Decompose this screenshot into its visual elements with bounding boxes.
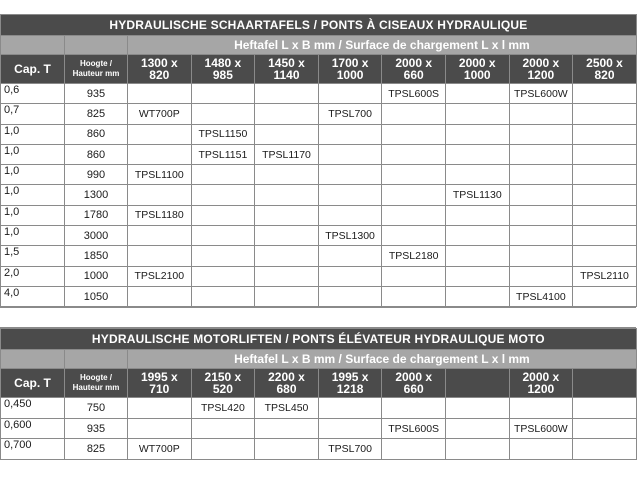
model-cell: [128, 185, 192, 205]
table-row: [1, 185, 637, 205]
model-cell: [318, 165, 382, 185]
height-header-line1: Hoogte /: [80, 59, 112, 68]
dimension-length: 1450 x: [268, 56, 305, 70]
model-cell: [509, 205, 573, 225]
dimension-column-header: [318, 369, 382, 398]
model-cell: [255, 418, 319, 439]
model-cell: [191, 185, 255, 205]
model-cell: [318, 398, 382, 419]
model-cell: [509, 266, 573, 286]
model-cell: [128, 226, 192, 246]
dimension-column-header: [191, 55, 255, 84]
model-cell: [445, 246, 509, 266]
dimension-length: 1480 x: [204, 56, 242, 70]
model-cell: [573, 226, 637, 246]
dimension-width: 820: [149, 68, 170, 82]
capacity-cell: 0,7: [1, 104, 65, 124]
dimension-width: 1200: [527, 68, 555, 82]
model-cell: [573, 205, 637, 225]
model-cell: [191, 439, 255, 460]
dimension-width: 1000: [336, 68, 364, 82]
dimension-length: 1700 x: [331, 56, 369, 70]
model-cell: [255, 84, 319, 104]
section-title: HYDRAULISCHE MOTORLIFTEN / PONTS ÉLÉVATEUR HYDRAULIQUE MOTO: [1, 329, 637, 350]
dimension-column-header: [255, 369, 319, 398]
model-cell: [318, 246, 382, 266]
dimension-length: 1300 x: [140, 56, 178, 70]
model-cell: [128, 418, 192, 439]
height-cell: 1300: [65, 185, 128, 205]
model-cell: [255, 165, 319, 185]
capacity-cell: 0,600: [1, 418, 65, 439]
model-cell: TPSL700: [318, 104, 382, 124]
model-cell: [382, 266, 446, 286]
height-cell: 935: [65, 84, 128, 104]
model-cell: [509, 144, 573, 164]
model-cell: TPSL700: [318, 439, 382, 460]
model-cell: [445, 84, 509, 104]
dimension-column-header: [128, 55, 192, 84]
table-row: [1, 104, 637, 124]
model-cell: [445, 165, 509, 185]
model-cell: [191, 226, 255, 246]
height-header: [65, 55, 128, 84]
height-cell: 825: [65, 439, 128, 460]
model-cell: TPSL1150: [191, 124, 255, 144]
model-cell: [382, 205, 446, 225]
capacity-cell: 2,0: [1, 266, 65, 286]
dimension-width: 680: [276, 382, 297, 397]
table-row: [1, 124, 637, 144]
model-cell: TPSL4100: [509, 286, 573, 306]
model-cell: [573, 246, 637, 266]
model-cell: [509, 124, 573, 144]
model-cell: [573, 439, 637, 460]
model-cell: [255, 439, 319, 460]
model-cell: [318, 418, 382, 439]
model-cell: [445, 226, 509, 246]
dimension-column-header: [382, 55, 446, 84]
sub-blank: [65, 36, 128, 55]
dimension-width: 1000: [463, 68, 491, 82]
height-cell: 860: [65, 124, 128, 144]
model-cell: [191, 104, 255, 124]
model-cell: [509, 104, 573, 124]
model-cell: [255, 286, 319, 306]
model-cell: TPSL1100: [128, 165, 192, 185]
scissor-lift-table: [0, 14, 637, 307]
model-cell: TPSL2100: [128, 266, 192, 286]
dimension-column-header: [573, 55, 637, 84]
capacity-header: Cap. T: [1, 55, 65, 84]
model-cell: [445, 439, 509, 460]
height-cell: 1850: [65, 246, 128, 266]
model-cell: WT700P: [128, 104, 192, 124]
table-row: [1, 144, 637, 164]
dimension-width: 820: [594, 68, 615, 82]
capacity-header: Cap. T: [1, 369, 65, 398]
height-cell: 1050: [65, 286, 128, 306]
model-cell: TPSL1170: [255, 144, 319, 164]
model-cell: [318, 286, 382, 306]
dimension-column-header: [318, 55, 382, 84]
model-cell: [382, 185, 446, 205]
table-row: [1, 418, 637, 439]
model-cell: [128, 84, 192, 104]
dimension-column-header: [509, 55, 573, 84]
model-cell: [509, 246, 573, 266]
dimension-length: 2500 x: [586, 56, 623, 70]
model-cell: [128, 124, 192, 144]
model-cell: TPSL600W: [509, 418, 573, 439]
model-cell: [382, 165, 446, 185]
model-cell: [382, 124, 446, 144]
model-cell: [382, 439, 446, 460]
height-header-line2: Hauteur mm: [72, 383, 120, 393]
dimension-column-header: [573, 369, 637, 398]
model-cell: TPSL2180: [382, 246, 446, 266]
sub-blank: [65, 350, 128, 369]
dimension-column-header: [445, 369, 509, 398]
height-cell: 1000: [65, 266, 128, 286]
model-cell: [255, 205, 319, 225]
model-cell: [509, 226, 573, 246]
model-cell: [573, 144, 637, 164]
model-cell: [191, 165, 255, 185]
model-cell: [382, 226, 446, 246]
model-cell: [255, 266, 319, 286]
model-cell: [318, 266, 382, 286]
dimension-width: 985: [212, 68, 233, 82]
table-row: [1, 84, 637, 104]
table-row: [1, 439, 637, 460]
model-cell: [128, 286, 192, 306]
model-cell: TPSL2110: [573, 266, 637, 286]
model-cell: [191, 418, 255, 439]
section-title: HYDRAULISCHE SCHAARTAFELS / PONTS À CISEAUX HYDRAULIQUE: [1, 15, 637, 36]
model-cell: [573, 165, 637, 185]
spec-sheet: [0, 14, 636, 460]
capacity-cell: 1,0: [1, 226, 65, 246]
capacity-cell: 0,700: [1, 439, 65, 460]
dimension-length: 2000 x: [395, 370, 433, 385]
model-cell: TPSL1151: [191, 144, 255, 164]
model-cell: [445, 104, 509, 124]
dimension-length: 2000 x: [522, 56, 560, 70]
dimension-column-header: [445, 55, 509, 84]
dimension-width: 1200: [527, 382, 555, 397]
height-header-line1: Hoogte /: [80, 373, 112, 383]
dimension-length: 1995 x: [331, 370, 369, 385]
height-header: [65, 369, 128, 398]
model-cell: [445, 398, 509, 419]
model-cell: [445, 266, 509, 286]
model-cell: [573, 286, 637, 306]
model-cell: [191, 205, 255, 225]
sub-blank: [1, 350, 65, 369]
model-cell: [445, 418, 509, 439]
model-cell: [445, 124, 509, 144]
model-cell: [573, 185, 637, 205]
model-cell: TPSL600S: [382, 418, 446, 439]
model-cell: [445, 144, 509, 164]
model-cell: [318, 185, 382, 205]
model-cell: [255, 124, 319, 144]
table-row: [1, 286, 637, 306]
height-cell: 750: [65, 398, 128, 419]
dimension-width: 1140: [273, 68, 300, 82]
model-cell: TPSL1180: [128, 205, 192, 225]
capacity-cell: 0,6: [1, 84, 65, 104]
model-cell: [445, 286, 509, 306]
height-cell: 825: [65, 104, 128, 124]
dimension-column-header: [509, 369, 573, 398]
capacity-cell: 0,450: [1, 398, 65, 419]
height-cell: 990: [65, 165, 128, 185]
model-cell: TPSL450: [255, 398, 319, 419]
dimension-length: 2000 x: [458, 56, 496, 70]
dimension-length: 1995 x: [140, 370, 178, 385]
model-cell: [255, 226, 319, 246]
model-cell: [573, 398, 637, 419]
dimension-header: Heftafel L x B mm / Surface de chargement L x l mm: [128, 350, 637, 369]
model-cell: [318, 124, 382, 144]
dimension-length: 2000 x: [522, 370, 560, 385]
model-cell: [318, 84, 382, 104]
model-cell: TPSL600W: [509, 84, 573, 104]
height-cell: 3000: [65, 226, 128, 246]
model-cell: [128, 398, 192, 419]
model-cell: [255, 104, 319, 124]
dimension-column-header: [191, 369, 255, 398]
dimension-width: 660: [403, 382, 424, 397]
dimension-width: 520: [212, 382, 233, 397]
model-cell: [509, 398, 573, 419]
model-cell: [382, 286, 446, 306]
dimension-column-header: [128, 369, 192, 398]
model-cell: [191, 286, 255, 306]
model-cell: [191, 246, 255, 266]
height-cell: 860: [65, 144, 128, 164]
model-cell: [382, 104, 446, 124]
table-row: [1, 226, 637, 246]
capacity-cell: 1,0: [1, 165, 65, 185]
model-cell: [573, 124, 637, 144]
model-cell: [509, 439, 573, 460]
capacity-cell: 1,0: [1, 124, 65, 144]
dimension-width: 660: [403, 68, 424, 82]
spacer-row: [0, 308, 636, 328]
model-cell: [509, 165, 573, 185]
model-cell: [318, 144, 382, 164]
dimension-length: 2150 x: [204, 370, 242, 385]
model-cell: [191, 84, 255, 104]
model-cell: [128, 246, 192, 266]
capacity-cell: 1,5: [1, 246, 65, 266]
model-cell: [128, 144, 192, 164]
model-cell: [509, 185, 573, 205]
model-cell: [191, 266, 255, 286]
model-cell: TPSL600S: [382, 84, 446, 104]
table-row: [1, 246, 637, 266]
model-cell: [382, 144, 446, 164]
model-cell: [318, 205, 382, 225]
model-cell: WT700P: [128, 439, 192, 460]
dimension-width: 1218: [336, 382, 364, 397]
height-header-line2: Hauteur mm: [72, 69, 120, 78]
dimension-width: 710: [149, 382, 170, 397]
model-cell: TPSL1300: [318, 226, 382, 246]
model-cell: TPSL1130: [445, 185, 509, 205]
capacity-cell: 1,0: [1, 144, 65, 164]
capacity-cell: 4,0: [1, 286, 65, 306]
model-cell: [382, 398, 446, 419]
height-cell: 1780: [65, 205, 128, 225]
motorcycle-lift-table: [0, 328, 637, 460]
model-cell: [573, 418, 637, 439]
dimension-column-header: [382, 369, 446, 398]
dimension-length: 2200 x: [268, 370, 305, 385]
model-cell: TPSL420: [191, 398, 255, 419]
table-row: [1, 398, 637, 419]
capacity-cell: 1,0: [1, 185, 65, 205]
sub-blank: [1, 36, 65, 55]
table-row: [1, 266, 637, 286]
dimension-column-header: [255, 55, 319, 84]
model-cell: [573, 84, 637, 104]
capacity-cell: 1,0: [1, 205, 65, 225]
table-row: [1, 205, 637, 225]
height-cell: 935: [65, 418, 128, 439]
model-cell: [255, 185, 319, 205]
model-cell: [573, 104, 637, 124]
model-cell: [445, 205, 509, 225]
table-row: [1, 165, 637, 185]
dimension-length: 2000 x: [395, 56, 433, 70]
model-cell: [255, 246, 319, 266]
dimension-header: Heftafel L x B mm / Surface de chargement L x l mm: [128, 36, 637, 55]
spacer: [0, 307, 636, 328]
